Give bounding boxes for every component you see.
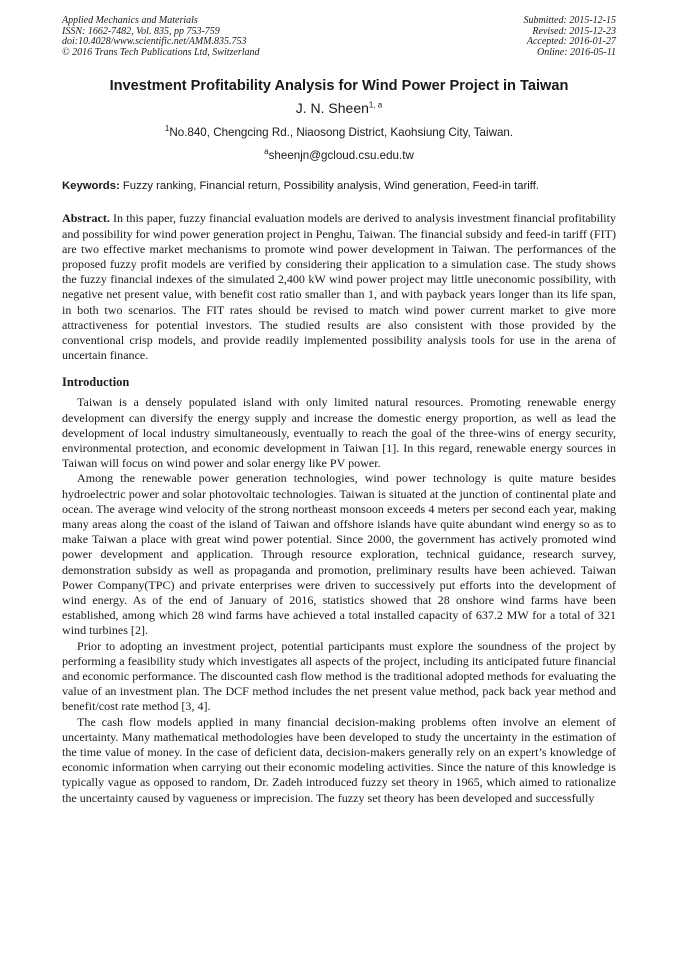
submitted-date: Submitted: 2015-12-15 [523, 15, 616, 26]
section-heading-introduction: Introduction [62, 375, 130, 390]
online-date: Online: 2016-05-11 [537, 46, 616, 58]
intro-paragraph-3: Prior to adopting an investment project, potential participants must explore the soundness of the project by performing a feasibility study which investigates all aspects of the project, including its anticipated future financial and economic performance. The discounted cash flow method is the traditional adopted methods for evaluating the value of an investment plan. The DCF method includes the net present value method, pack back year method and benefit/cost rate method [3, 4]. [62, 638, 616, 714]
intro-paragraph-1: Taiwan is a densely populated island with only limited natural resources. Promoting renewable energy development can diversify the energy supply and increase the domestic energy proportion, as well as lead the development of local industry simultaneously, eventually to reach the goal of the three-wins of energy security, environmental protection, and economic development in Taiwan [1]. In this regard, renewable energy sources in Taiwan will focus on wind power and solar energy like PV power. [62, 395, 616, 471]
author-name: J. N. Sheen [295, 100, 369, 117]
email-line [62, 149, 616, 162]
intro-paragraph-2: Among the renewable power generation technologies, wind power technology is quite mature besides hydroelectric power and solar photovoltaic technologies. Taiwan is situated at the junction of continental plate and ocean. The average wind velocity of the strong northeast monsoon exceeds 4 meters per second each year, making many areas along the coast of the island of Taiwan and offshore islands have quite abundant wind energy so as to make Taiwan a place with great wind power potential. Since 2000, the government has actively promoted wind power development and application. Through resource exploration, technical guidance, research survey, demonstration subsidy as well as propaganda and promotion, preliminary results have been achieved. Taiwan Power Company(TPC) and private enterprises were driven to successively put efforts into the development of wind energy. As of the end of January of 2016, statistics showed that 28 onshore wind farms have been established, among which 28 wind farms have achieved a total installed capacity of 637.2 MW for a total of 321 wind turbines [2]. [62, 471, 616, 638]
email-superscript: a [264, 147, 269, 157]
copyright-line: © 2016 Trans Tech Publications Ltd, Switzerland [62, 46, 260, 58]
keywords-text: Fuzzy ranking, Financial return, Possibility analysis, Wind generation, Feed-in tariff. [122, 180, 539, 193]
issn-line: ISSN: 1662-7482, Vol. 835, pp 753-759 [62, 25, 220, 37]
abstract-label: Abstract. [62, 211, 110, 226]
intro-paragraph-4: The cash flow models applied in many financial decision-making problems often involve an element of uncertainty. Many mathematical methodologies have been developed to study the uncertainty in the estimation of the time value of money. In the case of deficient data, decision-makers generally rely on an expert’s knowledge of economic information when carrying out their economic modeling activities. Since the nature of this knowledge is typically vague as opposed to random, Dr. Zadeh introduced fuzzy set theory in 1965, which aimed to rationalize the uncertainty caused by vagueness or imprecision. The fuzzy set theory has been developed and successfully [62, 714, 616, 805]
abstract [62, 211, 616, 363]
affiliation-text: No.840, Chengcing Rd., Niaosong District, Kaohsiung City, Taiwan. [169, 126, 514, 140]
journal-header [62, 16, 616, 58]
affiliation-superscript: 1 [164, 124, 170, 134]
abstract-text: In this paper, fuzzy financial evaluation models are derived to analysis investment financial profitability and possibility for wind power generation project in Penghu, Taiwan. The financial subsidy and feed-in tariff (FIT) are two effective market mechanisms to promote wind power development in Taiwan. The performances of the proposed fuzzy profit models are verified by considering their application to a simulation case. The study shows the fuzzy financial indexes of the simulated 2,400 kW wind power project may little uneconomic possibility, with negative net present value, with benefit cost ratio smaller than 1, and with payback years longer than its life span, in both two scenarios. The FIT rates should be revised to match wind power current market to give more attractiveness for potential investors. The studied results are also consistent with those provided by the conventional crisp models, and provide readily implemented possibility analysis tools for use in the arena of uncertain finance. [62, 211, 617, 363]
publication-dates [524, 16, 617, 58]
keywords-label: Keywords: [62, 180, 120, 193]
author-line [62, 100, 616, 116]
author-superscript: 1, a [368, 100, 383, 110]
keywords [62, 180, 616, 192]
paper-title: Investment Profitability Analysis for Wind Power Project in Taiwan [109, 78, 569, 95]
doi-line: doi:10.4028/www.scientific.net/AMM.835.753 [62, 36, 247, 48]
accepted-date: Accepted: 2016-01-27 [526, 36, 616, 48]
revised-date: Revised: 2015-12-23 [532, 25, 616, 37]
journal-name: Applied Mechanics and Materials [62, 15, 198, 26]
affiliation [62, 126, 616, 139]
journal-info [62, 16, 260, 58]
email-address: sheenjn@gcloud.csu.edu.tw [268, 149, 414, 163]
